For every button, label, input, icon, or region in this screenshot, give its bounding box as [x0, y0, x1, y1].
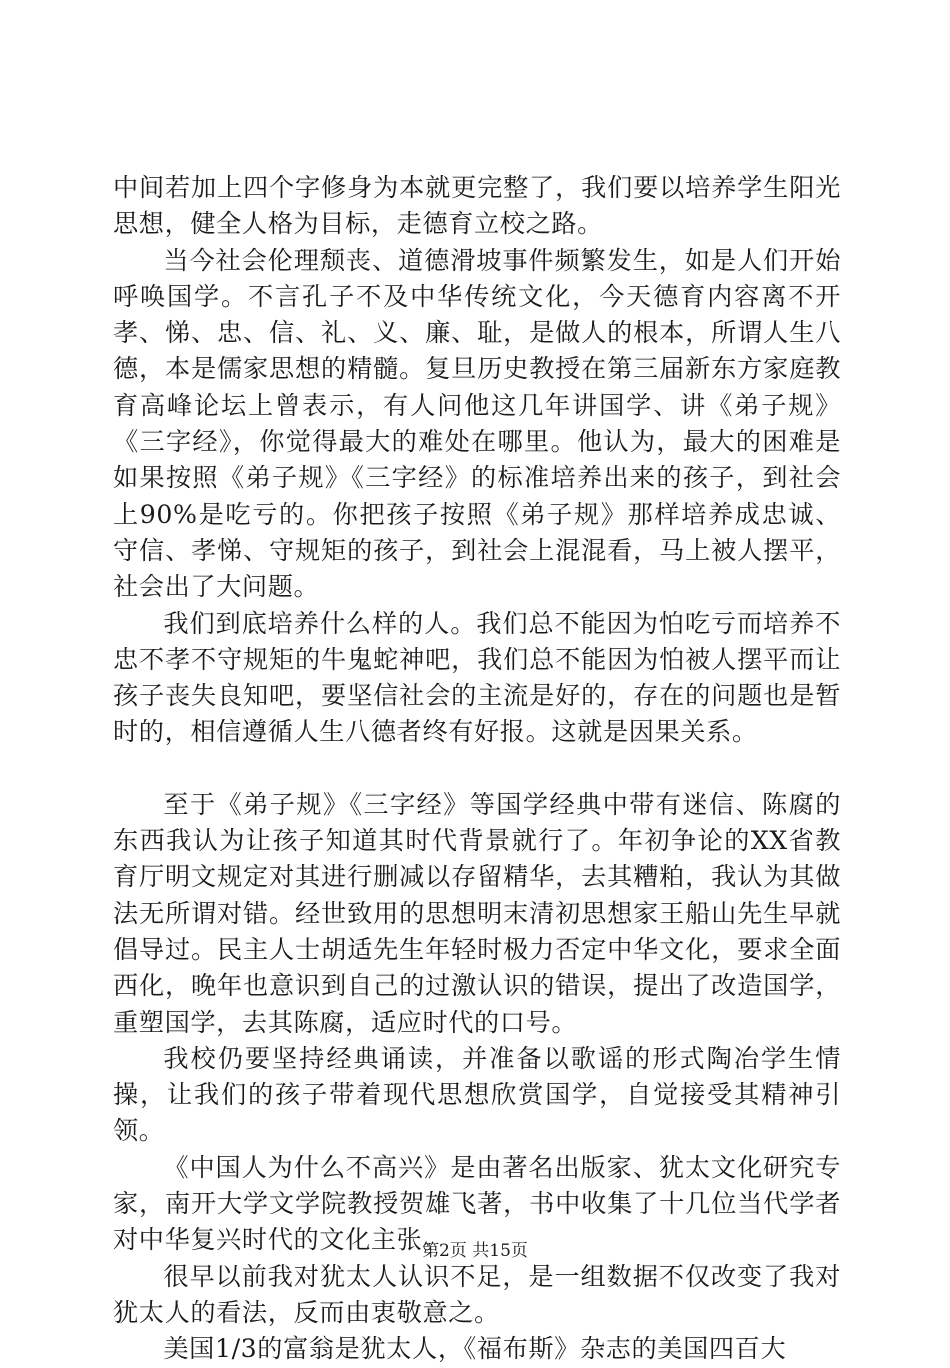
paragraph: 美国1/3的富翁是犹太人，《福布斯》杂志的美国四百大 — [163, 1334, 787, 1364]
paragraph: 当今社会伦理颓丧、道德滑坡事件频繁发生，如是人们开始呼唤国学。不言孔子不及中华传统文化，今天德育内容离不开孝、悌、忠、信、礼、义、廉、耻，是做人的根本，所谓人生八德，本是儒家思想的精髓。复旦历史教授在第三届新东方家庭教育高峰论坛上曾表示，有人问他这几年讲国学、讲《弟子规》《三字经》，你觉得最大的难处在哪里。他认为，最大的困难是如果按照《弟子规》《三字经》的标准培养出来的孩子，到社会上90%是吃亏的。你把孩子按照《弟子规》那样培养成忠诚、守信、孝悌、守规矩的孩子，到社会上混混看，马上被人摆平，社会出了大问题。 — [113, 245, 841, 602]
paragraph: 中间若加上四个字修身为本就更完整了，我们要以培养学生阳光思想，健全人格为目标，走德育立校之路。 — [113, 173, 841, 239]
paragraph: 我们到底培养什么样的人。我们总不能因为怕吃亏而培养不忠不孝不守规矩的牛鬼蛇神吧，我们总不能因为怕被人摆平而让孩子丧失良知吧，要坚信社会的主流是好的，存在的问题也是暂时的，相信遵循人生八德者终有好报。这就是因果关系。 — [113, 608, 841, 747]
page-number-footer: 第2页 共15页 — [422, 1241, 528, 1261]
paragraph: 至于《弟子规》《三字经》等国学经典中带有迷信、陈腐的东西我认为让孩子知道其时代背景就行了。年初争论的XX省教育厅明文规定对其进行删减以存留精华，去其糟粕，我认为其做法无所谓对错。经世致用的思想明末清初思想家王船山先生早就倡导过。民主人士胡适先生年轻时极力否定中华文化，要求全面西化，晚年也意识到自己的过激认识的错误，提出了改造国学，重塑国学，去其陈腐，适应时代的口号。 — [113, 789, 841, 1037]
paragraph: 我校仍要坚持经典诵读，并准备以歌谣的形式陶冶学生情操，让我们的孩子带着现代思想欣赏国学，自觉接受其精神引领。 — [113, 1043, 841, 1146]
document-body — [113, 170, 841, 1368]
paragraph: 《中国人为什么不高兴》是由著名出版家、犹太文化研究专家，南开大学文学院教授贺雄飞著，书中收集了十几位当代学者对中华复兴时代的文化主张。 — [113, 1152, 841, 1255]
paragraph: 很早以前我对犹太人认识不足，是一组数据不仅改变了我对犹太人的看法，反而由衷敬意之。 — [113, 1261, 841, 1327]
